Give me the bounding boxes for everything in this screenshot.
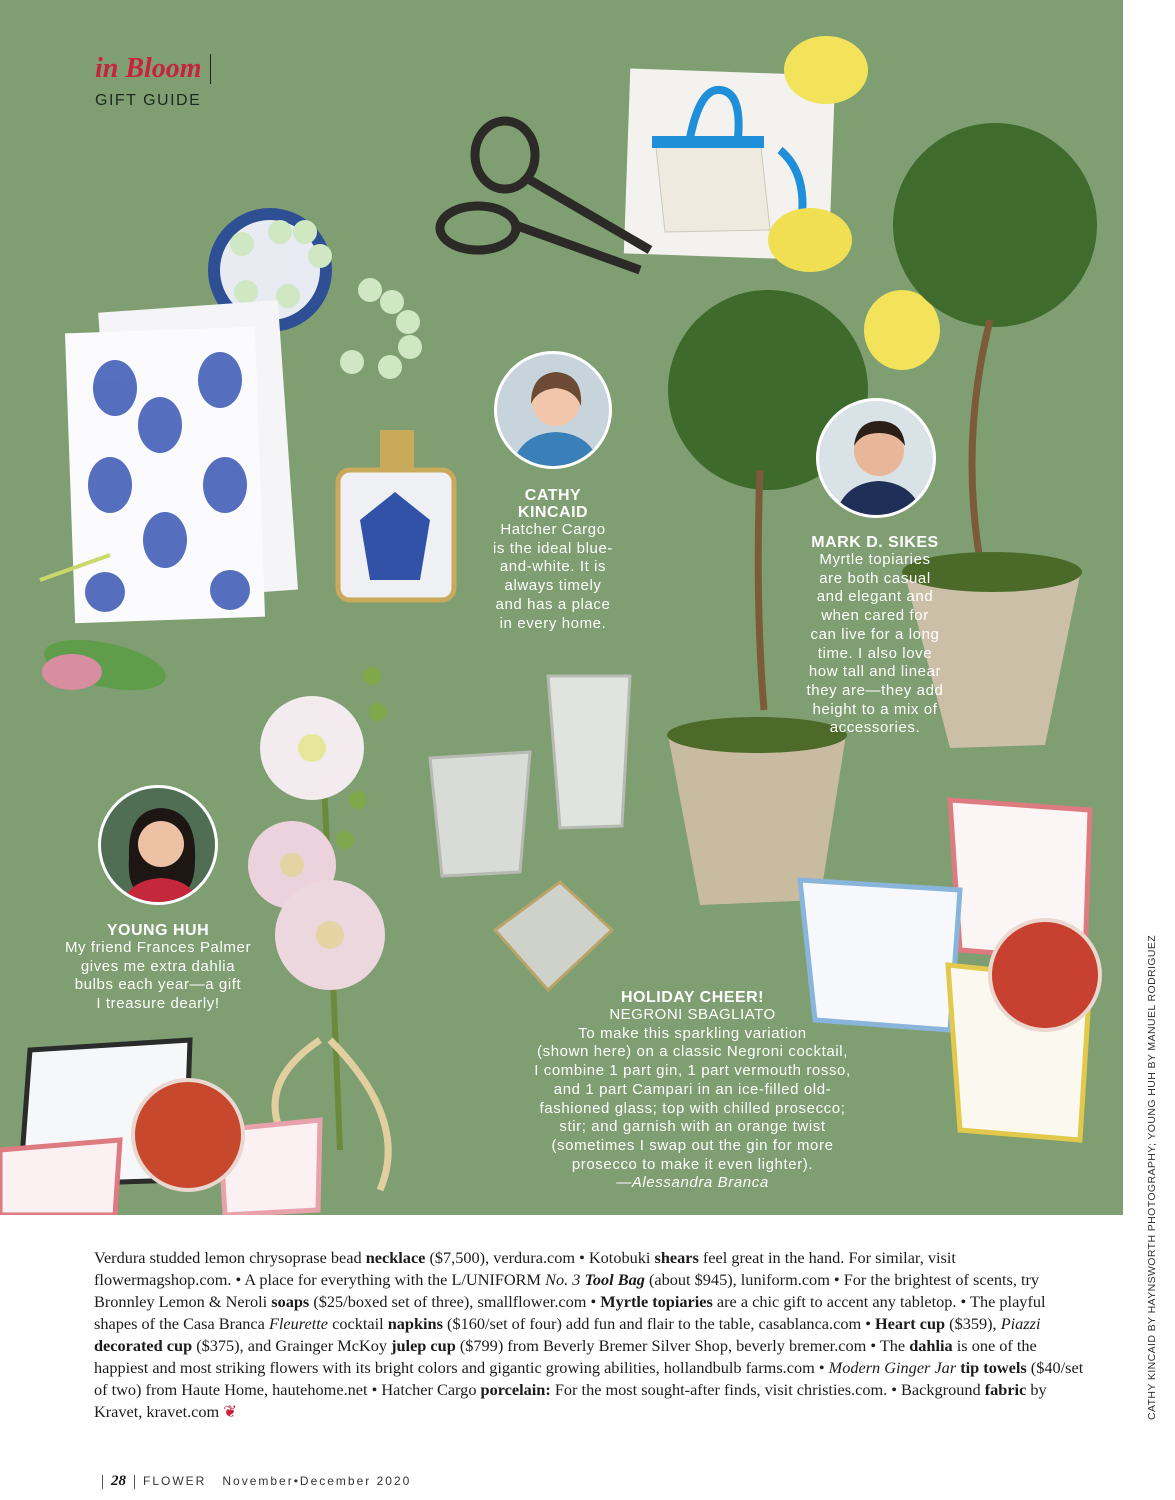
body-text-run: shears [654,1248,699,1267]
quote-line: and has a place [495,595,611,613]
quote-author: MARK D. SIKES [811,534,939,551]
photo-credit-text: CATHY KINCAID BY HAYNSWORTH PHOTOGRAPHY; YOUNG HUH BY MANUEL RODRIGUEZ [1146,934,1158,1420]
section-subtitle: GIFT GUIDE [95,92,202,109]
body-text-run: by Kravet, kravet.com [94,1380,1047,1421]
page-number: 28 [111,1473,126,1489]
body-text-run: napkins [387,1314,443,1333]
recipe-line: and 1 part Campari in an ice-filled old- [553,1080,832,1098]
holiday-cheer-recipe [505,989,880,1193]
quote-line: they are—they add [806,681,944,699]
mark-sikes-avatar [816,398,936,518]
photo-credit [1146,934,1175,1420]
magazine-name: FLOWER [143,1474,207,1488]
body-text-run: ($799) from Beverly Bremer Silver Shop, beverly bremer.com • The [455,1336,910,1355]
quote-line: when cared for [821,607,929,625]
recipe-subtitle: NEGRONI SBAGLIATO [609,1006,776,1023]
body-text-run: For the most sought-after finds, visit christies.com. • Background [550,1380,985,1399]
quote-line: is the ideal blue- [492,539,614,557]
body-text-run: Piazzi [1000,1314,1041,1333]
recipe-line: To make this sparkling variation [578,1024,807,1042]
quote-line: bulbs each year—a gift [74,976,242,994]
young-huh-quote [48,922,268,1014]
section-title: in Bloom [95,54,211,84]
quote-line: are both casual [819,569,931,587]
recipe-line: prosecco to make it even lighter). [571,1155,814,1173]
body-text-run: ($40/set of two) from Haute Home, hautehome.net • Hatcher Cargo [94,1358,1084,1399]
recipe-title: HOLIDAY CHEER! [620,989,765,1006]
body-text-run: ($25/boxed set of three), smallflower.com • [309,1292,601,1311]
body-text-run: are a chic gift to accent any tabletop. • The playful shapes of the Casa Branca [94,1292,1046,1333]
quote-line: height to a mix of [812,700,938,718]
quote-line: and-white. It is [499,558,607,576]
recipe-line: fashioned glass; top with chilled prosecco; [539,1099,846,1117]
mark-sikes-quote [790,534,960,738]
body-text-run: decorated cup [94,1336,193,1355]
body-text-run: Heart cup [874,1314,946,1333]
quote-line: My friend Frances Palmer [64,939,252,956]
body-text-run: Fleurette [268,1314,329,1333]
body-text-run: necklace [365,1248,426,1267]
body-text-run: Modern Ginger Jar [828,1358,957,1377]
body-text-run: Verdura studded lemon chrysoprase bead [94,1248,366,1267]
quote-line: how tall and linear [808,663,942,681]
body-text-run: (about $945), luniform.com • For the brightest of scents, try Bronnley Lemon & Neroli [94,1270,1040,1311]
divider [134,1475,135,1489]
quote-line: time. I also love [817,644,933,662]
body-text-run: Tool Bag [584,1270,645,1289]
quote-author: KINCAID [517,504,589,521]
tip-towels [65,300,298,623]
recipe-line: I combine 1 part gin, 1 part vermouth rosso, [534,1062,851,1080]
quote-line: always timely [504,577,602,595]
body-text-run: feel great in the hand. For similar, visit flowermagshop.com. • A place for everything with the L/UNIFORM [94,1248,956,1289]
recipe-line: (shown here) on a classic Negroni cocktail, [537,1043,848,1061]
quote-author: YOUNG HUH [106,922,210,939]
quote-line: I treasure dearly! [96,995,220,1013]
issue-date: November•December 2020 [222,1474,412,1488]
page-footer [94,1473,411,1490]
quote-line: and elegant and [816,588,934,606]
lemon [784,36,868,104]
cathy-kincaid-quote [478,487,628,633]
recipe-signature: —Alessandra Branca [616,1174,769,1192]
young-huh-avatar [98,785,218,905]
lemon [768,208,852,272]
quote-line: Hatcher Cargo [500,521,606,538]
body-text-run: porcelain: [480,1380,551,1399]
divider [102,1475,103,1489]
body-text-run: ($7,500), verdura.com • Kotobuki [425,1248,655,1267]
quote-line: can live for a long [810,625,940,643]
quote-line: accessories. [829,719,921,737]
body-text-run: ($375), and Grainger McKoy [192,1336,392,1355]
body-text-run: fabric [984,1380,1027,1399]
body-text-run: is one of the happiest and most striking flowers with its bright colors and gigantic growing abilities, hollandbulb farms.com • [94,1336,1037,1377]
quote-line: Myrtle topiaries [819,551,931,568]
quote-author: CATHY [524,487,582,504]
body-text-run: cocktail [328,1314,388,1333]
body-text-run: No. 3 [545,1270,585,1289]
quote-line: gives me extra dahlia [80,957,236,975]
body-text-run: dahlia [909,1336,953,1355]
quote-line: in every home. [499,614,607,632]
body-text-run: ($359), [945,1314,1001,1333]
end-mark-icon: ❦ [223,1402,237,1421]
product-sources [94,1247,1084,1423]
body-text-run: Myrtle topiaries [600,1292,713,1311]
recipe-line: stir; and garnish with an orange twist [559,1118,826,1136]
recipe-line: (sometimes I swap out the gin for more [551,1136,834,1154]
cathy-kincaid-avatar [494,351,612,469]
body-text-run: ($160/set of four) add fun and flair to the table, casablanca.com • [442,1314,875,1333]
body-text-run: soaps [271,1292,310,1311]
body-text-run: julep cup [391,1336,456,1355]
body-text-run: tip towels [960,1358,1027,1377]
